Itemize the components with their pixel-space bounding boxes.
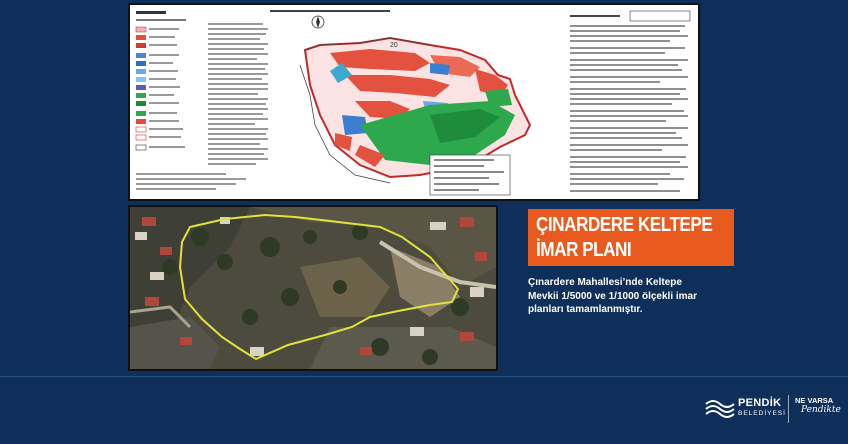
municipality-logo [705, 395, 845, 425]
description-line-2: Mevkii 1/5000 ve 1/1000 ölçekli imar [528, 290, 698, 302]
zoning-plan-drawing [130, 5, 698, 199]
page-title-line-1: ÇINARDERE KELTEPE [536, 214, 713, 236]
slogan-line-2: Pendikte [801, 405, 841, 415]
logo-separator [788, 395, 789, 423]
aerial-photo-drawing [130, 207, 496, 369]
aerial-photo [128, 205, 498, 371]
slogan-line-1: NE VARSA [795, 396, 834, 405]
wave-logo-icon [705, 398, 735, 418]
logo-subtitle: BELEDİYESİ [738, 410, 786, 417]
description-line-3: planları tamamlanmıştır. [528, 304, 643, 315]
road-label: 20 [390, 42, 398, 49]
page-title-line-2: İMAR PLANI [536, 239, 632, 261]
logo-name: PENDİK [738, 397, 782, 409]
description [528, 276, 748, 317]
footer-divider [0, 376, 848, 377]
title-box [528, 209, 734, 266]
description-line-1: Çınardere Mahallesi’nde Keltepe [528, 277, 682, 288]
zoning-plan-map [128, 3, 700, 201]
